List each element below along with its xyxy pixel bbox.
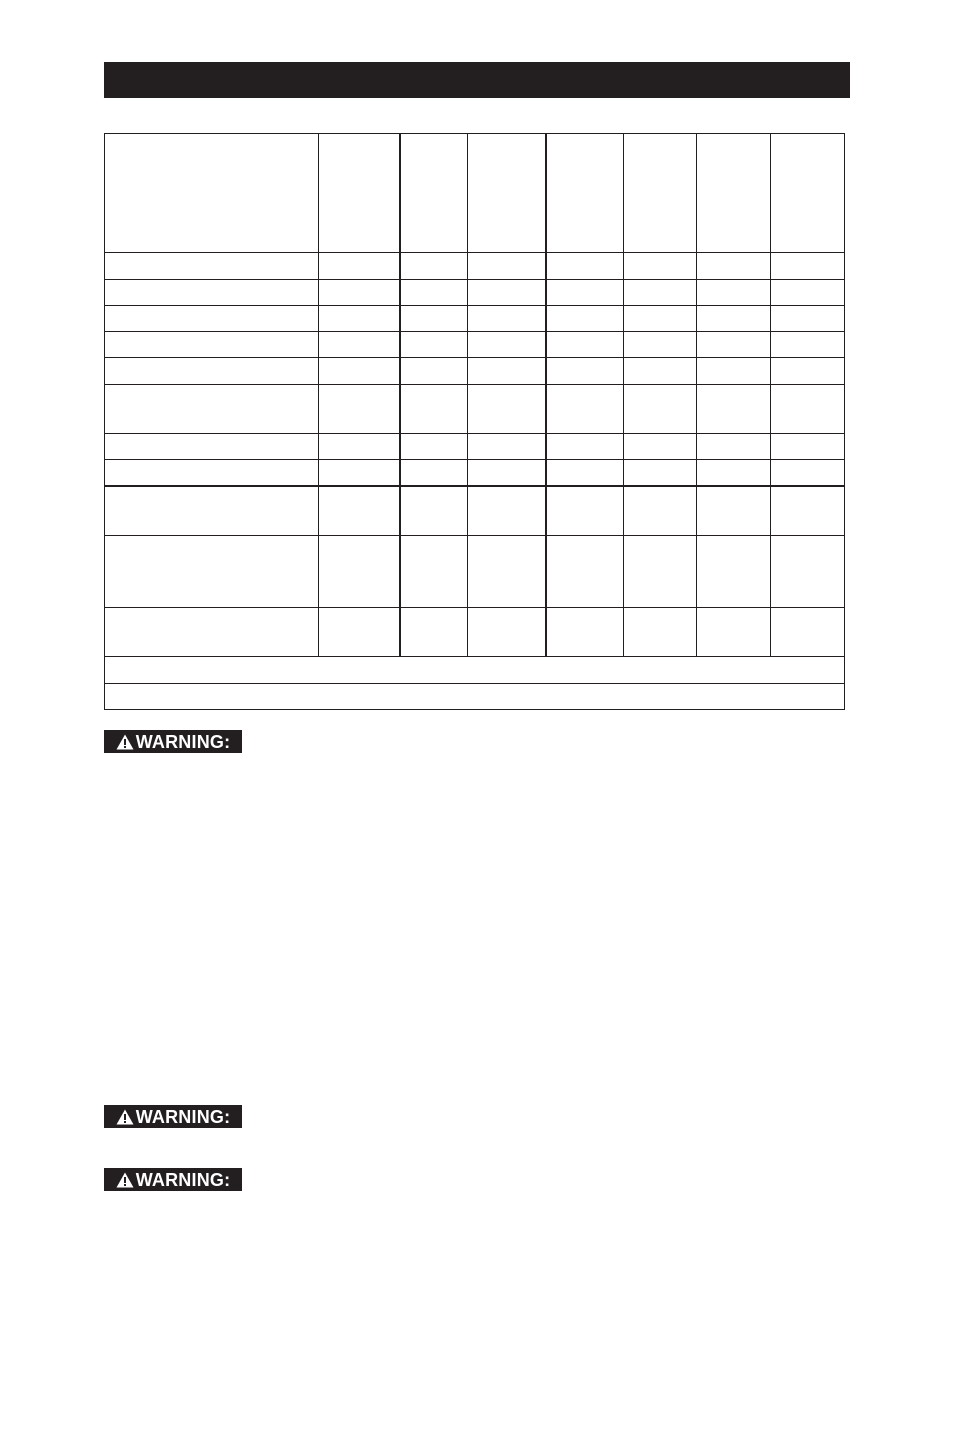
table-column-divider <box>623 134 624 656</box>
warning-label <box>104 1105 242 1128</box>
table-row-divider <box>105 252 844 253</box>
warning-label <box>104 1168 242 1191</box>
warning-triangle-icon <box>116 1109 134 1125</box>
specification-table <box>104 133 845 710</box>
table-row-divider <box>105 459 844 460</box>
warning-label-text: WARNING: <box>135 731 231 752</box>
section-header-bar <box>104 62 850 98</box>
table-row-divider <box>105 357 844 358</box>
table-row-divider <box>105 384 844 385</box>
table-column-divider <box>318 134 319 656</box>
warning-label <box>104 730 242 753</box>
table-row-divider <box>105 305 844 306</box>
warning-label-text: WARNING: <box>135 1169 231 1190</box>
table-column-divider <box>467 134 468 656</box>
table-column-divider <box>545 134 547 656</box>
table-row-divider <box>105 331 844 332</box>
warning-triangle-icon <box>116 734 134 750</box>
table-row-divider <box>105 683 844 684</box>
table-row-divider <box>105 279 844 280</box>
table-row-divider <box>105 485 844 487</box>
table-column-divider <box>770 134 771 656</box>
warning-triangle-icon <box>116 1172 134 1188</box>
table-column-divider <box>399 134 401 656</box>
table-row-divider <box>105 433 844 434</box>
table-row-divider <box>105 535 844 536</box>
table-row-divider <box>105 607 844 608</box>
table-column-divider <box>696 134 697 656</box>
table-row-divider <box>105 656 844 657</box>
warning-label-text: WARNING: <box>135 1106 231 1127</box>
